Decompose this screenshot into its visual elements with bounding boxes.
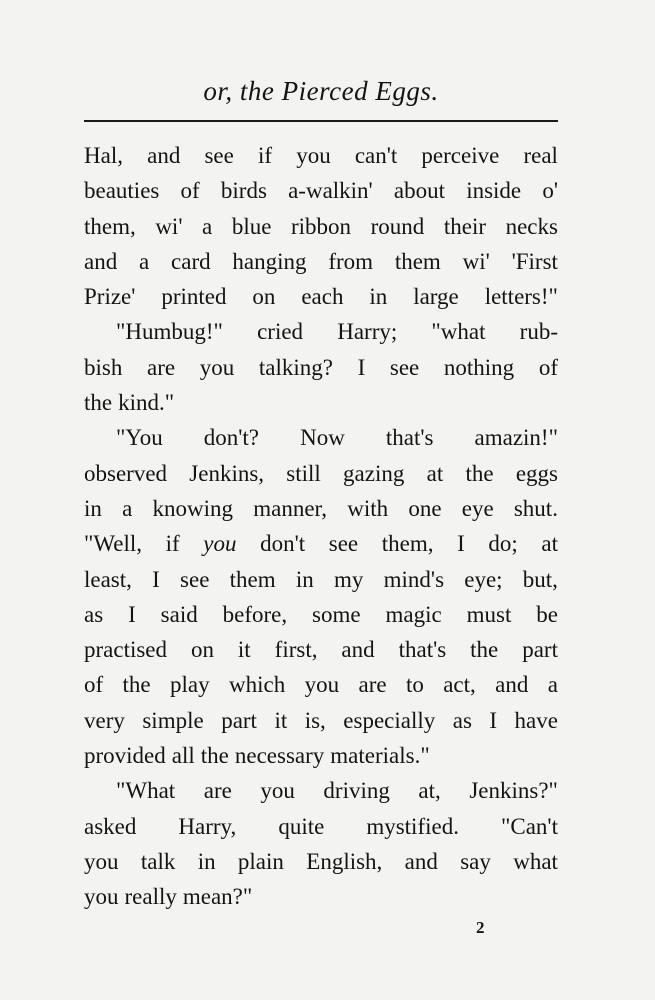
word: card bbox=[171, 248, 211, 274]
word: see bbox=[180, 566, 210, 592]
word: I bbox=[152, 566, 160, 592]
word: in bbox=[197, 848, 216, 874]
text-line bbox=[84, 279, 558, 314]
word: a bbox=[202, 213, 213, 239]
word: at bbox=[541, 531, 558, 557]
word: in bbox=[295, 566, 314, 592]
word: the bbox=[200, 743, 229, 769]
text-line bbox=[84, 738, 558, 773]
word: don't? bbox=[203, 425, 260, 451]
text-line bbox=[84, 491, 558, 526]
word: Hal, bbox=[84, 143, 123, 168]
word: cried bbox=[257, 319, 304, 345]
word: kind." bbox=[118, 390, 175, 416]
word: wi' bbox=[462, 248, 490, 274]
word: to bbox=[405, 672, 424, 698]
word: real bbox=[523, 143, 558, 168]
word: letters!" bbox=[484, 284, 558, 310]
word: part bbox=[522, 637, 558, 663]
word: manner, bbox=[253, 495, 328, 521]
word: as bbox=[84, 601, 104, 627]
word: of bbox=[84, 672, 104, 698]
word: mystified. bbox=[366, 813, 459, 839]
word: "You bbox=[116, 425, 163, 451]
word: English, bbox=[306, 848, 383, 874]
word: them bbox=[229, 566, 276, 592]
word: I bbox=[128, 601, 136, 627]
word: see bbox=[204, 143, 234, 168]
word: the bbox=[122, 672, 151, 698]
word: one bbox=[408, 495, 442, 521]
text-line bbox=[84, 244, 558, 279]
word: Jenkins, bbox=[189, 460, 265, 486]
word: and bbox=[495, 672, 529, 698]
word: Prize' bbox=[84, 284, 136, 310]
header-rule bbox=[84, 120, 558, 122]
word: it bbox=[237, 637, 251, 663]
word: with bbox=[347, 495, 389, 521]
word: said bbox=[160, 601, 198, 627]
word: are bbox=[203, 778, 232, 804]
word: about bbox=[393, 178, 446, 204]
word: and bbox=[84, 248, 118, 274]
word: shut. bbox=[513, 495, 558, 521]
text-line bbox=[84, 809, 558, 844]
text-line bbox=[84, 562, 558, 597]
word: have bbox=[514, 707, 558, 733]
word: printed bbox=[161, 284, 227, 310]
text-line bbox=[84, 667, 558, 702]
word: which bbox=[229, 672, 286, 698]
word: what bbox=[513, 848, 558, 874]
word: observed bbox=[84, 460, 168, 486]
word: driving bbox=[323, 778, 390, 804]
word: birds bbox=[220, 178, 267, 204]
word: you bbox=[260, 778, 295, 804]
word: a bbox=[547, 672, 558, 698]
word: and bbox=[404, 848, 438, 874]
word: provided bbox=[84, 743, 166, 769]
word: simple bbox=[142, 707, 204, 733]
word: my bbox=[334, 566, 364, 592]
word: don't bbox=[260, 531, 306, 557]
word: necessary bbox=[234, 743, 325, 769]
word: "Can't bbox=[500, 813, 558, 839]
word: at bbox=[426, 460, 444, 486]
word: the bbox=[84, 390, 113, 416]
word: must bbox=[466, 601, 512, 627]
word: is, bbox=[304, 707, 326, 733]
word: 'First bbox=[511, 248, 558, 274]
word: see bbox=[389, 354, 420, 380]
word: the bbox=[470, 637, 499, 663]
word: a-walkin' bbox=[288, 178, 373, 204]
word: mean?" bbox=[182, 884, 253, 910]
word: if bbox=[257, 143, 273, 168]
word: blue bbox=[231, 213, 272, 239]
word: of bbox=[538, 354, 558, 380]
word: can't bbox=[354, 143, 398, 168]
word: you bbox=[296, 143, 331, 168]
word: that's bbox=[398, 637, 447, 663]
word: and bbox=[341, 637, 375, 663]
word: still bbox=[286, 460, 321, 486]
word: very bbox=[84, 707, 125, 733]
word: really bbox=[124, 884, 177, 910]
word: each bbox=[301, 284, 344, 310]
word: in bbox=[84, 495, 102, 521]
text-line bbox=[84, 526, 558, 561]
word: say bbox=[460, 848, 491, 874]
word: I bbox=[457, 531, 465, 557]
word: amazin!" bbox=[474, 425, 558, 451]
page-number: 2 bbox=[476, 918, 485, 937]
word: knowing bbox=[152, 495, 234, 521]
word: mind's bbox=[383, 566, 445, 592]
text-line bbox=[84, 209, 558, 244]
text-line bbox=[84, 632, 558, 667]
word: you bbox=[203, 531, 237, 557]
word: I bbox=[357, 354, 366, 380]
word: you bbox=[199, 354, 235, 380]
text-line bbox=[84, 773, 558, 808]
word: are bbox=[146, 354, 176, 380]
text-line bbox=[84, 844, 558, 879]
word: it bbox=[274, 707, 288, 733]
text-line bbox=[84, 456, 558, 491]
word: the bbox=[465, 460, 494, 486]
text-line bbox=[84, 879, 558, 914]
word: talk bbox=[140, 848, 176, 874]
word: that's bbox=[385, 425, 434, 451]
word: play bbox=[170, 672, 210, 698]
word: on bbox=[190, 637, 214, 663]
word: beauties bbox=[84, 178, 160, 204]
word: necks bbox=[505, 213, 558, 239]
word: perceive bbox=[421, 143, 500, 168]
word: materials." bbox=[330, 743, 430, 769]
word: you bbox=[304, 672, 340, 698]
word: all bbox=[171, 743, 195, 769]
word: them, bbox=[381, 531, 434, 557]
word: "What bbox=[116, 778, 176, 804]
word: "Well, bbox=[84, 531, 142, 557]
word: round bbox=[370, 213, 425, 239]
word: plain bbox=[237, 848, 284, 874]
text-line bbox=[84, 314, 558, 349]
word: Jenkins?" bbox=[469, 778, 558, 804]
word: on bbox=[252, 284, 276, 310]
word: be bbox=[536, 601, 558, 627]
word: large bbox=[413, 284, 459, 310]
word: a bbox=[122, 495, 133, 521]
word: wi' bbox=[155, 213, 183, 239]
word: least, bbox=[84, 566, 132, 592]
word: are bbox=[358, 672, 387, 698]
word: "Humbug!" bbox=[116, 319, 223, 345]
word: especially bbox=[343, 707, 436, 733]
word: as bbox=[452, 707, 472, 733]
text-line bbox=[84, 385, 558, 420]
word: a bbox=[139, 248, 150, 274]
word: some bbox=[312, 601, 361, 627]
word: them, bbox=[84, 213, 136, 239]
word: asked bbox=[84, 813, 137, 839]
word: if bbox=[165, 531, 180, 557]
word: Harry, bbox=[178, 813, 237, 839]
word: their bbox=[443, 213, 486, 239]
word: act, bbox=[443, 672, 476, 698]
word: talking? bbox=[258, 354, 333, 380]
word: first, bbox=[274, 637, 318, 663]
word: and bbox=[147, 143, 181, 168]
word: magic bbox=[385, 601, 442, 627]
word: practised bbox=[84, 637, 168, 663]
word: rub- bbox=[519, 319, 558, 345]
word: gazing bbox=[343, 460, 405, 486]
text-line bbox=[84, 597, 558, 632]
word: eye bbox=[461, 495, 494, 521]
word: them bbox=[394, 248, 441, 274]
word: ribbon bbox=[290, 213, 352, 239]
text-line bbox=[84, 420, 558, 455]
body-text bbox=[84, 138, 558, 915]
word: of bbox=[180, 178, 200, 204]
word: at, bbox=[418, 778, 441, 804]
word: quite bbox=[278, 813, 325, 839]
word: "what bbox=[431, 319, 486, 345]
word: part bbox=[221, 707, 257, 733]
word: bish bbox=[84, 354, 123, 380]
word: eggs bbox=[515, 460, 558, 486]
running-head: or, the Pierced Eggs. bbox=[203, 76, 439, 106]
word: you bbox=[84, 884, 119, 910]
word: o' bbox=[542, 178, 558, 204]
text-line bbox=[84, 173, 558, 208]
word: do; bbox=[488, 531, 518, 557]
word: Harry; bbox=[337, 319, 398, 345]
text-line bbox=[84, 138, 558, 173]
word: in bbox=[369, 284, 388, 310]
word: see bbox=[328, 531, 359, 557]
word: inside bbox=[466, 178, 522, 204]
word: but, bbox=[522, 566, 558, 592]
word: hanging bbox=[232, 248, 307, 274]
word: Now bbox=[300, 425, 345, 451]
word: eye; bbox=[464, 566, 503, 592]
word: from bbox=[328, 248, 374, 274]
word: before, bbox=[222, 601, 288, 627]
text-line bbox=[84, 703, 558, 738]
word: nothing bbox=[443, 354, 515, 380]
word: I bbox=[489, 707, 498, 733]
text-line bbox=[84, 350, 558, 385]
word: you bbox=[84, 848, 119, 874]
